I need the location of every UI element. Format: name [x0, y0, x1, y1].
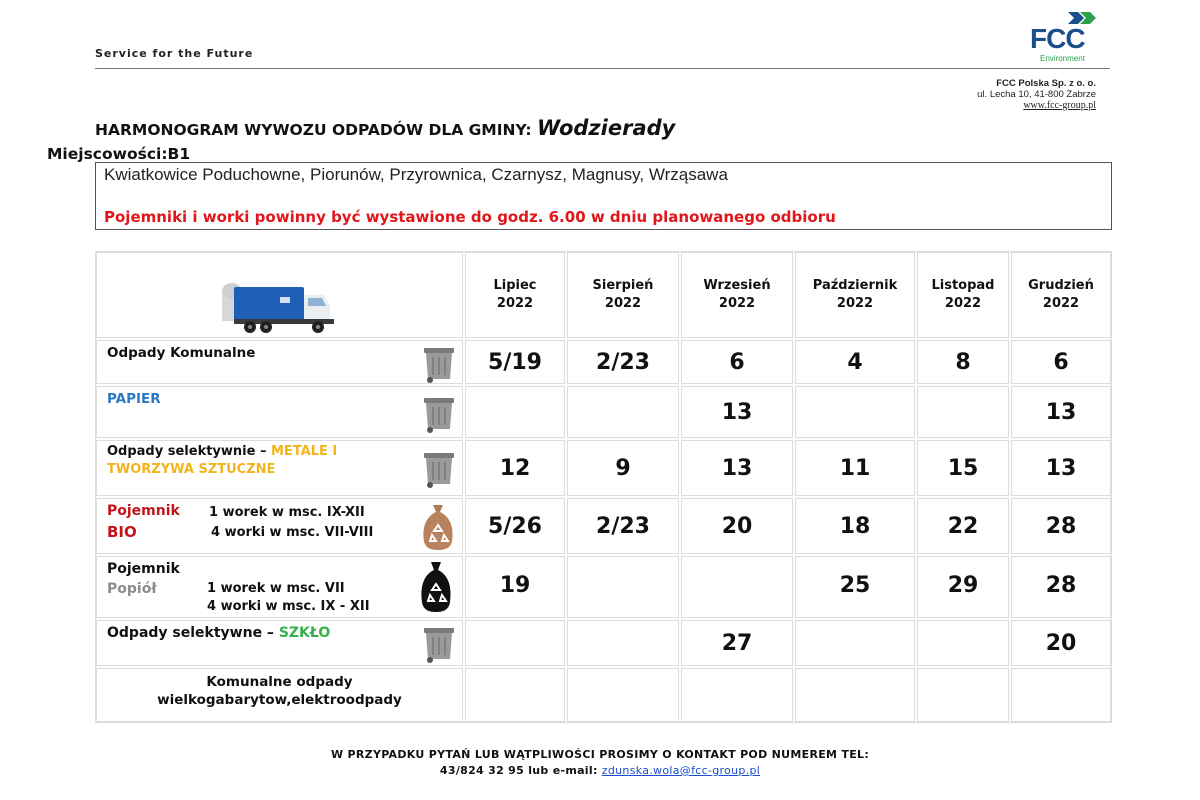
row-label-bulky-electro — [96, 668, 463, 722]
date-cell — [795, 386, 915, 438]
date-cell: 9 — [567, 440, 679, 496]
label-container: Pojemnik — [107, 503, 180, 519]
row-label-municipal-waste — [96, 340, 463, 384]
label-line: Komunalne odpady — [206, 674, 353, 690]
label-prefix: Odpady selektywne – — [107, 625, 279, 641]
row-label-text: Odpady Komunalne — [107, 345, 256, 361]
company-info — [977, 78, 1096, 111]
date-cell: 6 — [1011, 340, 1111, 384]
month-name: Lipiec — [493, 278, 537, 293]
date-cell — [567, 386, 679, 438]
date-cell — [567, 668, 679, 722]
date-cell — [465, 620, 565, 666]
label-line: wielkogabarytow,elektroodpady — [157, 692, 402, 708]
footer-contact-line: W PRZYPADKU PYTAŃ LUB WĄTPLIWOŚCI PROSIMY O KONTAKT POD NUMEREM TEL: — [330, 748, 870, 761]
date-cell: 20 — [1011, 620, 1111, 666]
fcc-logo — [1028, 10, 1103, 65]
date-cell — [1011, 668, 1111, 722]
bag-note: 4 worki w msc. VII-VIII — [211, 525, 374, 540]
month-year: 2022 — [836, 296, 874, 311]
company-address: ul. Lecha 10, 41-800 Zabrze — [977, 89, 1096, 100]
month-header-dec — [1011, 252, 1111, 338]
row-label-bio — [96, 498, 463, 554]
date-cell: 5/19 — [465, 340, 565, 384]
footer-contact-details — [0, 764, 1200, 777]
company-name: FCC Polska Sp. z o. o. — [996, 78, 1096, 89]
month-header-sep — [681, 252, 793, 338]
month-year: 2022 — [604, 296, 642, 311]
date-cell: 13 — [681, 440, 793, 496]
header-divider — [95, 68, 1110, 69]
date-cell: 2/23 — [567, 498, 679, 554]
date-cell: 8 — [917, 340, 1009, 384]
footer-email-link[interactable]: zdunska.wola@fcc-group.pl — [601, 764, 761, 777]
footer-phone: 43/824 32 95 lub e-mail: — [439, 764, 602, 777]
date-cell: 20 — [681, 498, 793, 554]
row-label-ash — [96, 556, 463, 618]
date-cell: 13 — [1011, 440, 1111, 496]
tagline: Service for the Future — [95, 47, 254, 60]
page-title — [95, 116, 675, 140]
localities-label: Miejscowości:B1 — [47, 145, 191, 163]
date-cell: 11 — [795, 440, 915, 496]
date-cell — [465, 386, 565, 438]
date-cell: 12 — [465, 440, 565, 496]
company-website-link[interactable]: www.fcc-group.pl — [1023, 100, 1096, 111]
date-cell — [917, 668, 1009, 722]
label-container: Pojemnik — [107, 561, 180, 577]
schedule-table — [95, 251, 1112, 723]
bag-note: 4 worki w msc. IX - XII — [207, 599, 370, 614]
date-cell — [567, 620, 679, 666]
date-cell — [917, 620, 1009, 666]
localities-box — [95, 162, 1112, 230]
date-cell: 22 — [917, 498, 1009, 554]
date-cell — [465, 668, 565, 722]
month-name: Październik — [812, 278, 898, 293]
label-bio: BIO — [107, 523, 137, 541]
label-prefix: Odpady selektywnie – — [107, 444, 271, 459]
date-cell: 6 — [681, 340, 793, 384]
date-cell: 15 — [917, 440, 1009, 496]
gmina-name: Wodzierady — [536, 116, 676, 140]
row-label-paper — [96, 386, 463, 438]
row-label-glass — [96, 620, 463, 666]
title-prefix: HARMONOGRAM WYWOZU ODPADÓW DLA GMINY: — [95, 121, 537, 139]
date-cell: 28 — [1011, 556, 1111, 618]
date-cell: 18 — [795, 498, 915, 554]
date-cell: 13 — [681, 386, 793, 438]
bag-note: 1 worek w msc. IX-XII — [209, 505, 365, 520]
date-cell — [795, 668, 915, 722]
month-name: Listopad — [931, 278, 995, 293]
label-metals: METALE I — [271, 444, 338, 459]
date-cell: 28 — [1011, 498, 1111, 554]
date-cell: 29 — [917, 556, 1009, 618]
month-header-jul — [465, 252, 565, 338]
month-year: 2022 — [496, 296, 534, 311]
date-cell — [795, 620, 915, 666]
date-cell: 5/26 — [465, 498, 565, 554]
month-header-nov — [917, 252, 1009, 338]
date-cell — [567, 556, 679, 618]
villages-list: Kwiatkowice Poduchowne, Piorunów, Przyrownica, Czarnysz, Magnusy, Wrząsawa — [104, 165, 728, 184]
date-cell: 13 — [1011, 386, 1111, 438]
date-cell: 4 — [795, 340, 915, 384]
month-year: 2022 — [718, 296, 756, 311]
label-ash: Popiół — [107, 581, 157, 597]
month-name: Wrzesień — [703, 278, 771, 293]
month-header-aug — [567, 252, 679, 338]
svg-text:Environment: Environment — [1040, 54, 1085, 63]
black-recycle-bag-icon — [419, 560, 453, 614]
grey-bin-icon — [421, 449, 457, 489]
garbage-truck-icon — [220, 277, 344, 337]
row-label-text: PAPIER — [107, 391, 161, 407]
date-cell: 27 — [681, 620, 793, 666]
month-header-oct — [795, 252, 915, 338]
grey-bin-icon — [421, 394, 457, 434]
header-truck-cell — [96, 252, 463, 338]
bag-note: 1 worek w msc. VII — [207, 581, 345, 596]
svg-text:FCC: FCC — [1030, 23, 1085, 54]
date-cell: 25 — [795, 556, 915, 618]
brown-recycle-bag-icon — [421, 503, 455, 551]
month-year: 2022 — [1042, 296, 1080, 311]
date-cell: 2/23 — [567, 340, 679, 384]
collection-time-notice: Pojemniki i worki powinny być wystawione do godz. 6.00 w dniu planowanego odbioru — [104, 208, 836, 226]
date-cell — [681, 556, 793, 618]
grey-bin-icon — [421, 345, 457, 383]
month-year: 2022 — [944, 296, 982, 311]
row-label-text — [107, 625, 330, 641]
date-cell — [681, 668, 793, 722]
row-label-text — [107, 444, 337, 459]
label-plastics: TWORZYWA SZTUCZNE — [107, 462, 276, 477]
grey-bin-icon — [421, 624, 457, 664]
month-name: Sierpień — [592, 278, 654, 293]
row-label-metals-plastics — [96, 440, 463, 496]
month-name: Grudzień — [1028, 278, 1094, 293]
date-cell — [917, 386, 1009, 438]
date-cell: 19 — [465, 556, 565, 618]
label-glass: SZKŁO — [278, 625, 331, 641]
